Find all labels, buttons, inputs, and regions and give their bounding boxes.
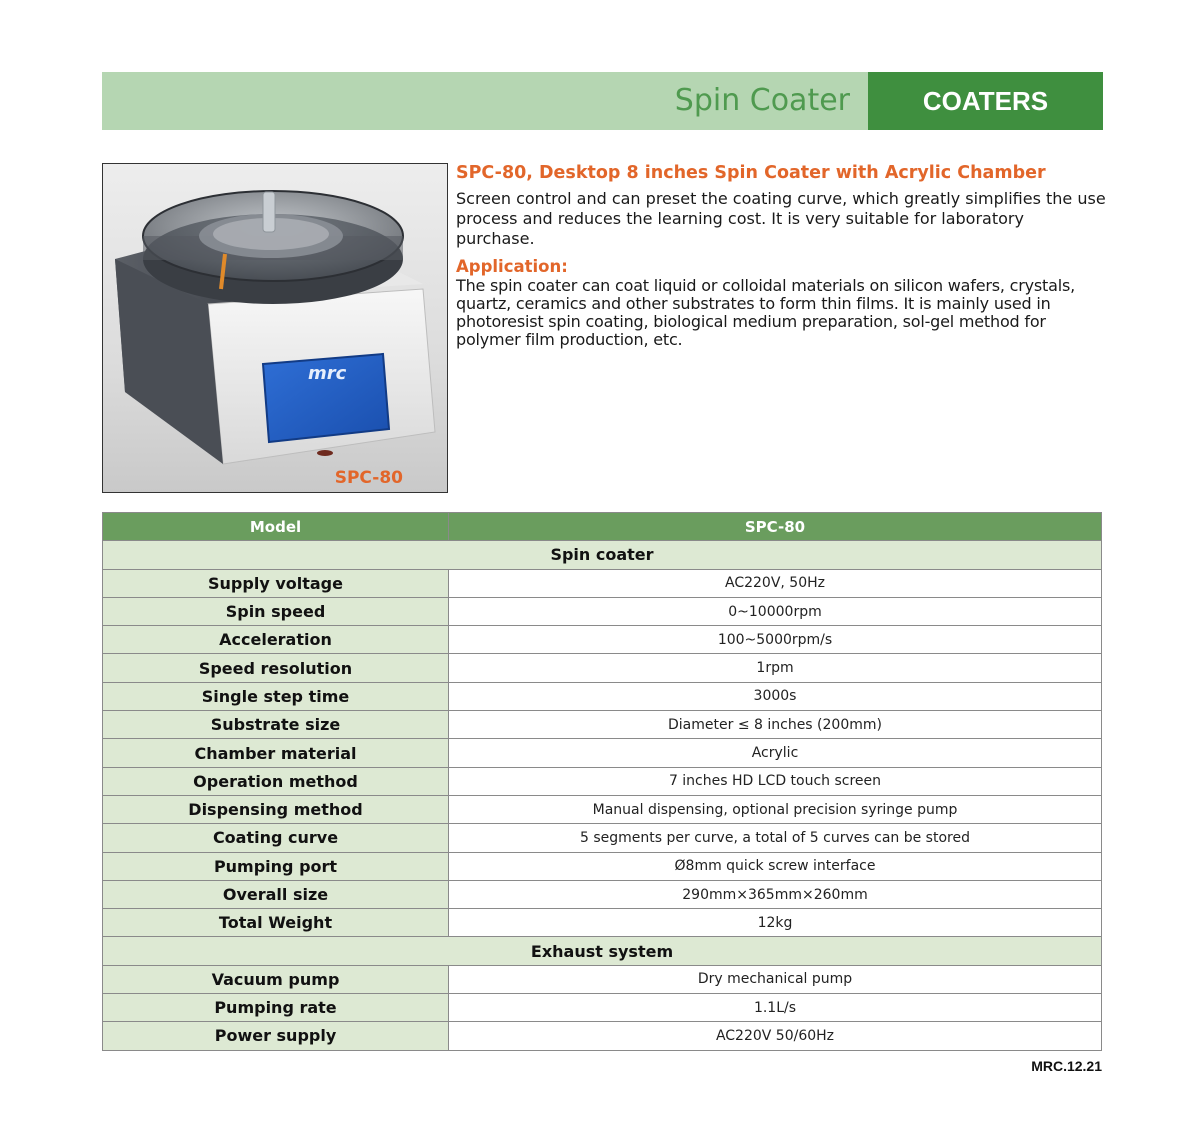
row-label: Chamber material <box>103 739 449 767</box>
table-row <box>103 909 1102 937</box>
header-label: Model <box>103 513 449 541</box>
application-heading: Application: <box>456 257 568 276</box>
section-title: Spin coater <box>103 541 1102 569</box>
page-subtitle: Spin Coater <box>674 83 850 118</box>
row-label: Dispensing method <box>103 795 449 823</box>
row-label: Supply voltage <box>103 569 449 597</box>
spin-coater-illustration <box>103 164 448 493</box>
product-title: SPC-80, Desktop 8 inches Spin Coater with Acrylic Chamber <box>456 163 1046 183</box>
row-label: Substrate size <box>103 711 449 739</box>
row-value: 7 inches HD LCD touch screen <box>449 767 1102 795</box>
row-value: Dry mechanical pump <box>449 965 1102 993</box>
screen-logo: mrc <box>308 363 347 384</box>
row-label: Pumping port <box>103 852 449 880</box>
table-row <box>103 852 1102 880</box>
row-label: Spin speed <box>103 597 449 625</box>
row-value: 1.1L/s <box>449 994 1102 1022</box>
row-value: 1rpm <box>449 654 1102 682</box>
row-value: Diameter ≤ 8 inches (200mm) <box>449 711 1102 739</box>
row-label: Coating curve <box>103 824 449 852</box>
product-image <box>102 163 448 493</box>
document-code: MRC.12.21 <box>1031 1058 1102 1074</box>
row-label: Acceleration <box>103 626 449 654</box>
table-row <box>103 682 1102 710</box>
category-label: COATERS <box>868 72 1103 130</box>
table-row <box>103 1022 1102 1050</box>
application-text: The spin coater can coat liquid or colloidal materials on silicon wafers, crystals, quartz, ceramics and other substrates to form thin films. It is mainly used in photoresist spin coating, biological medium preparation, sol-gel method for polymer film production, etc. <box>456 276 1075 349</box>
table-row <box>103 654 1102 682</box>
table-row <box>103 795 1102 823</box>
product-description <box>456 163 1106 349</box>
table-row <box>103 626 1102 654</box>
table-row <box>103 994 1102 1022</box>
row-value: 100~5000rpm/s <box>449 626 1102 654</box>
row-value: Manual dispensing, optional precision syringe pump <box>449 795 1102 823</box>
table-row <box>103 824 1102 852</box>
product-caption: SPC-80 <box>334 468 403 488</box>
spec-table <box>102 512 1102 1051</box>
row-value: AC220V 50/60Hz <box>449 1022 1102 1050</box>
row-value: 5 segments per curve, a total of 5 curves can be stored <box>449 824 1102 852</box>
table-row <box>103 965 1102 993</box>
section-title: Exhaust system <box>103 937 1102 965</box>
row-value: Ø8mm quick screw interface <box>449 852 1102 880</box>
row-value: AC220V, 50Hz <box>449 569 1102 597</box>
header-band <box>102 72 1103 130</box>
section-row <box>103 937 1102 965</box>
row-label: Overall size <box>103 880 449 908</box>
row-value: 290mm×365mm×260mm <box>449 880 1102 908</box>
table-row <box>103 711 1102 739</box>
product-summary: Screen control and can preset the coating curve, which greatly simplifies the use process and reduces the learning cost. It is very suitable for laboratory purchase. <box>456 189 1106 248</box>
row-label: Vacuum pump <box>103 965 449 993</box>
section-row <box>103 541 1102 569</box>
row-label: Operation method <box>103 767 449 795</box>
header-value: SPC-80 <box>449 513 1102 541</box>
table-header-row <box>103 513 1102 541</box>
row-label: Power supply <box>103 1022 449 1050</box>
row-label: Speed resolution <box>103 654 449 682</box>
row-value: 12kg <box>449 909 1102 937</box>
row-label: Total Weight <box>103 909 449 937</box>
row-value: 3000s <box>449 682 1102 710</box>
table-row <box>103 739 1102 767</box>
row-value: Acrylic <box>449 739 1102 767</box>
row-label: Single step time <box>103 682 449 710</box>
table-row <box>103 597 1102 625</box>
table-row <box>103 569 1102 597</box>
table-row <box>103 767 1102 795</box>
row-value: 0~10000rpm <box>449 597 1102 625</box>
table-row <box>103 880 1102 908</box>
row-label: Pumping rate <box>103 994 449 1022</box>
